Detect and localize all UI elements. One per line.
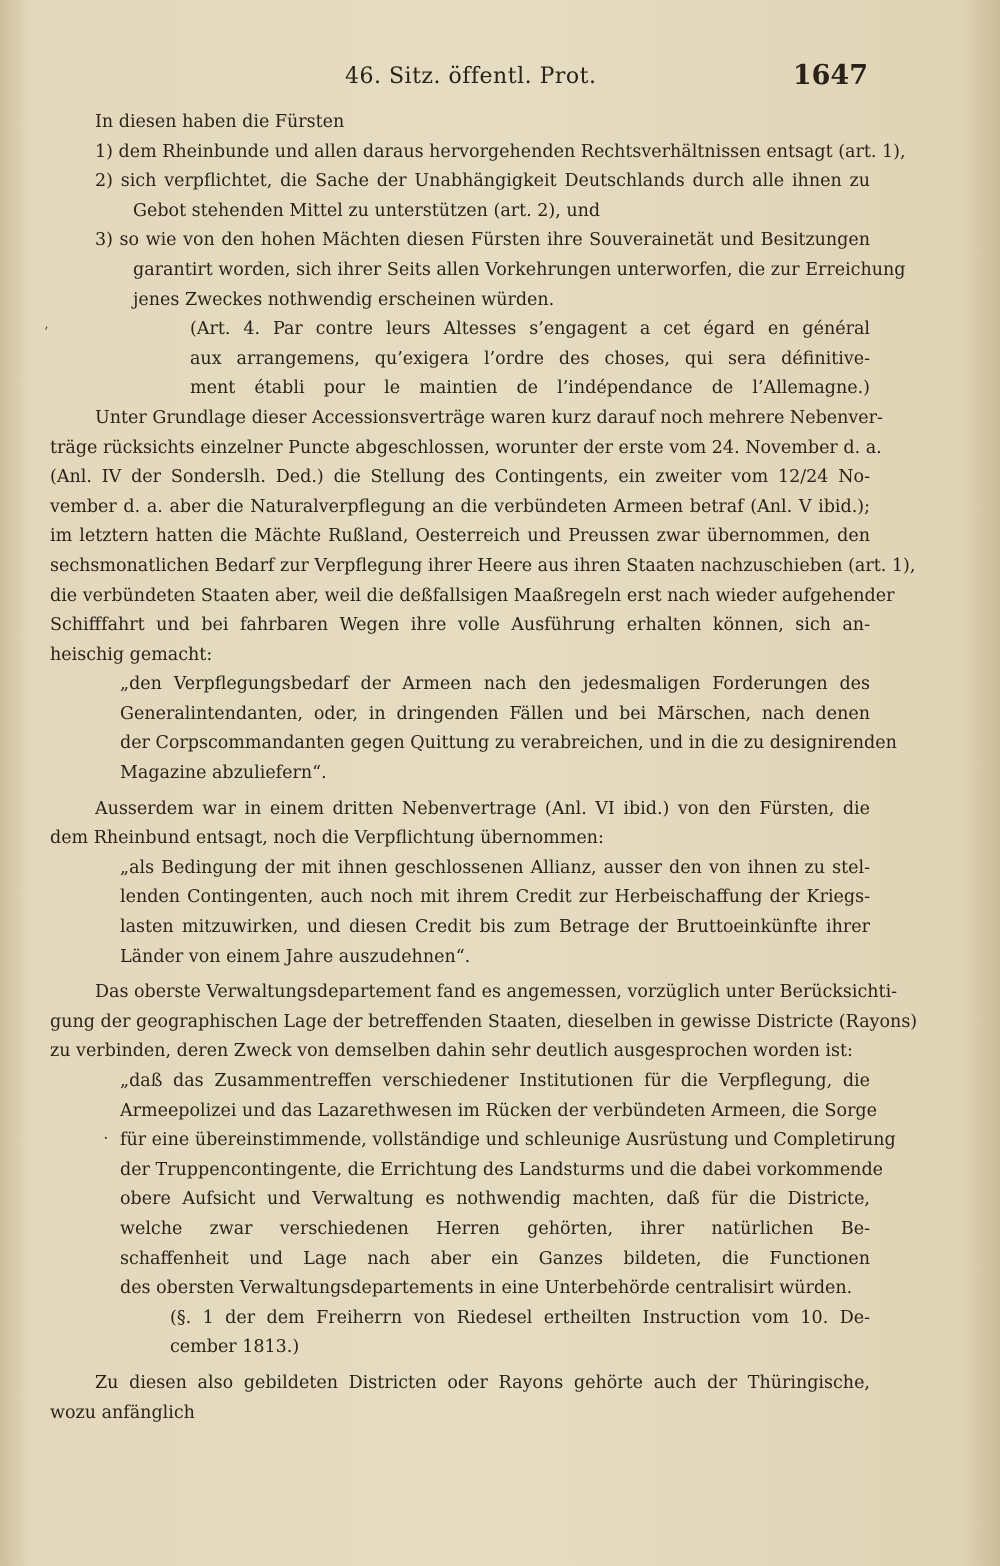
text-line: „daß das Zusammentreffen verschiedener Institutionen für die Verpflegung, die — [120, 1071, 870, 1091]
text-line: 1) dem Rheinbunde und allen daraus hervorgehenden Rechtsverhältnissen entsagt (art. 1), — [95, 141, 906, 162]
text-body — [50, 108, 918, 1428]
text-line: der Truppencontingente, die Errichtung des Landsturms und die dabei vorkommende — [120, 1159, 884, 1180]
text-line: der Corpscommandanten gegen Quittung zu verabreichen, und in die zu designirenden — [120, 733, 897, 754]
text-line: zu verbinden, deren Zweck von demselben dahin sehr deutlich ausgesprochen worden ist: — [50, 1041, 853, 1062]
text-line: Gebot stehenden Mittel zu unterstützen (art. 2), und — [133, 200, 601, 221]
text-line: Zu diesen also gebildeten Districten oder Rayons gehörte auch der Thüringische, — [95, 1372, 870, 1393]
text-line: heischig gemacht: — [50, 644, 213, 665]
margin-mark: ’ — [44, 325, 49, 341]
text-line: (Art. 4. Par contre leurs Altesses s’engagent a cet égard en général — [190, 319, 870, 340]
text-line: Magazine abzuliefern“. — [120, 763, 327, 784]
text-line: Generalintendanten, oder, in dringenden Fällen und bei Märschen, nach denen — [120, 703, 870, 724]
text-line: Unter Grundlage dieser Accessionsverträge waren kurz darauf noch mehrere Nebenver- — [95, 407, 883, 428]
text-line: Länder von einem Jahre auszudehnen“. — [120, 946, 471, 967]
text-line: cember 1813.) — [170, 1337, 300, 1358]
page-number: 1647 — [792, 60, 868, 91]
text-line: im letztern hatten die Mächte Rußland, Oesterreich und Preussen zwar übernommen, den — [50, 526, 870, 547]
text-line: 3) so wie von den hohen Mächten diesen Fürsten ihre Souverainetät und Besitzungen — [95, 230, 870, 251]
text-line: (Anl. IV der Sonderslh. Ded.) die Stellung des Contingents, ein zweiter vom 12/24 No- — [50, 467, 870, 488]
text-line: dem Rheinbund entsagt, noch die Verpflichtung übernommen: — [50, 828, 604, 849]
text-line: sechsmonatlichen Bedarf zur Verpflegung ihrer Heere aus ihren Staaten nachzuschieben (art. 1), — [50, 555, 916, 576]
text-line: die verbündeten Staaten aber, weil die deßfallsigen Maaßregeln erst nach wieder aufgehender — [50, 585, 895, 606]
text-line: „als Bedingung der mit ihnen geschlossenen Allianz, ausser den von ihnen zu stel- — [120, 857, 870, 878]
text-line: welche zwar verschiedenen Herren gehörten, ihrer natürlichen Be- — [120, 1218, 870, 1239]
text-line: 2) sich verpflichtet, die Sache der Unabhängigkeit Deutschlands durch alle ihnen zu — [95, 171, 870, 192]
text-line: obere Aufsicht und Verwaltung es nothwendig machten, daß für die Districte, — [120, 1189, 870, 1210]
text-line: (§. 1 der dem Freiherrn von Riedesel ertheilten Instruction vom 10. De- — [170, 1307, 870, 1328]
text-line: Schifffahrt und bei fahrbaren Wegen ihre volle Ausführung erhalten können, sich an- — [50, 615, 870, 636]
text-line: aux arrangemens, qu’exigera l’ordre des choses, qui sera définitive- — [190, 348, 870, 369]
text-line: für eine übereinstimmende, vollständige und schleunige Ausrüstung und Completirung — [120, 1130, 896, 1151]
text-line: „den Verpflegungsbedarf der Armeen nach den jedesmaligen Forderungen des — [120, 674, 870, 695]
text-line: lenden Contingenten, auch noch mit ihrem Credit zur Herbeischaffung der Kriegs- — [120, 887, 870, 908]
text-line: Ausserdem war in einem dritten Nebenvertrage (Anl. VI ibid.) von den Fürsten, die — [95, 798, 870, 819]
text-line: ment établi pour le maintien de l’indépendance de l’Allemagne.) — [190, 378, 870, 399]
text-line: vember d. a. aber die Naturalverpflegung an die verbündeten Armeen betraf (Anl. V ibid.); — [50, 496, 870, 517]
text-line: wozu anfänglich — [50, 1402, 195, 1423]
text-line: des obersten Verwaltungsdepartements in eine Unterbehörde centralisirt würden. — [120, 1278, 853, 1299]
text-line: Armeepolizei und das Lazarethwesen im Rücken der verbündeten Armeen, die Sorge — [120, 1100, 877, 1121]
running-title: 46. Sitz. öffentl. Prot. — [345, 64, 597, 89]
text-line: träge rücksichts einzelner Puncte abgeschlossen, worunter der erste vom 24. November d. a. — [50, 437, 882, 458]
page-header — [0, 60, 1000, 100]
text-line: garantirt worden, sich ihrer Seits allen Vorkehrungen unterworfen, die zur Erreichung — [133, 259, 906, 280]
text-line: schaffenheit und Lage nach aber ein Ganzes bildeten, die Functionen — [120, 1248, 870, 1269]
text-line: In diesen haben die Fürsten — [95, 112, 345, 132]
text-line: Das oberste Verwaltungsdepartement fand es angemessen, vorzüglich unter Berücksichti- — [95, 982, 898, 1003]
text-line: lasten mitzuwirken, und diesen Credit bis zum Betrage der Bruttoeinkünfte ihrer — [120, 917, 870, 938]
margin-mark: · — [103, 1128, 109, 1149]
text-line: jenes Zweckes nothwendig erscheinen würden. — [133, 289, 555, 310]
text-line: gung der geographischen Lage der betreffenden Staaten, dieselben in gewisse Districte (Rayons) — [50, 1011, 918, 1032]
